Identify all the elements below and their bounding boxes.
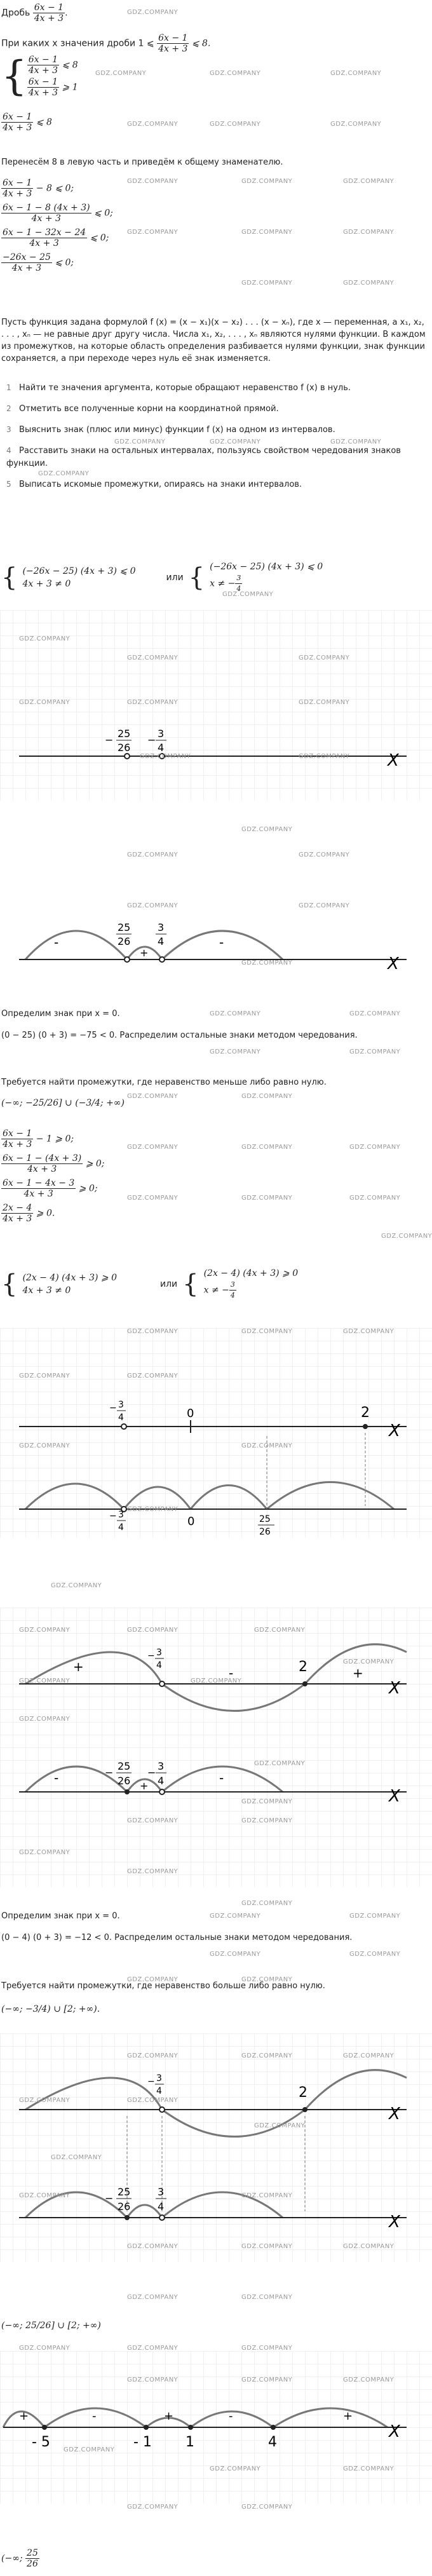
watermark-text: GDZ.COMPANY [19,635,71,642]
watermark-text: GDZ.COMPANY [299,851,350,858]
svg-text:X: X [389,2422,400,2441]
number-line-2 [0,845,432,985]
watermark-text: GDZ.COMPANY [349,1951,401,1958]
system-b: { (2x − 4) (4x + 3) ⩾ 0 4x + 3 ≠ 0 или { (2x − 4) (4x + 3) ⩾ 0 x ≠ − $\frac{3}{4}$ [1,1268,299,1299]
watermark-text: GDZ.COMPANY [127,1627,179,1634]
watermark-text: GDZ.COMPANY [330,121,382,128]
svg-text:−: − [147,1766,156,1779]
watermark-text: GDZ.COMPANY [210,2465,261,2472]
watermark-text: GDZ.COMPANY [343,2465,395,2472]
arc-1 [25,931,127,959]
svg-text:X: X [388,954,399,973]
watermark-text: GDZ.COMPANY [127,1144,179,1151]
watermark-text: GDZ.COMPANY [210,1913,261,1920]
question-text: При каких x значения дроби 1 ⩽ [1,38,154,49]
watermark-text: GDZ.COMPANY [241,2052,293,2059]
step-1-3: $\frac{6x - 1 - 32x - 24}{4x + 3}$ ⩽ 0; [3,227,109,248]
watermark-text: GDZ.COMPANY [299,902,350,909]
watermark-text: GDZ.COMPANY [349,1144,401,1151]
point-a-sign: − [105,734,114,746]
watermark-text: GDZ.COMPANY [127,1328,179,1335]
watermark-text: GDZ.COMPANY [330,438,382,445]
svg-text:-: - [54,1770,59,1786]
number-line-5-area [0,1608,432,1887]
watermark-text: GDZ.COMPANY [127,9,179,16]
svg-text:X: X [389,2213,400,2232]
number-line-7 [0,2033,432,2262]
watermark-text: GDZ.COMPANY [19,2192,71,2199]
svg-text:26: 26 [118,2200,131,2213]
watermark-text: GDZ.COMPANY [349,1010,401,1017]
watermark-text: GDZ.COMPANY [51,2154,102,2161]
svg-text:0: 0 [187,1407,194,1420]
svg-text:2: 2 [299,1659,307,1675]
watermark-text: GDZ.COMPANY [241,1093,293,1100]
number-line-3-area [0,1328,432,1538]
method-step: 2 Отметить все полученные корни на координатной прямой. [6,404,279,414]
watermark-text: GDZ.COMPANY [241,1976,293,1983]
svg-text:X: X [389,1787,400,1806]
watermark-text: GDZ.COMPANY [127,2345,179,2352]
sign-text-4: (0 − 4) (0 + 3) = −12 < 0. Распределим остальные знаки методом чередования. [1,1933,353,1942]
answer-1: (−∞; −25/26] ∪ (−3/4; +∞) [1,1098,125,1108]
svg-text:−: − [109,1511,117,1521]
watermark-text: GDZ.COMPANY [343,2376,395,2383]
step-1-1: $\frac{6x - 1}{4x + 3}$ − 8 ⩽ 0; [3,178,74,199]
point-b-den: 4 [158,742,165,754]
watermark-text: GDZ.COMPANY [127,699,179,706]
svg-text:-: - [92,2410,97,2423]
watermark-text: GDZ.COMPANY [127,2376,179,2383]
watermark-text: GDZ.COMPANY [343,229,395,236]
title-prefix: Дробь [1,8,30,18]
watermark-text: GDZ.COMPANY [343,280,395,287]
number-line-5 [0,1608,432,1887]
watermark-text: GDZ.COMPANY [38,470,90,477]
svg-text:+: + [353,1665,363,1681]
watermark-text: GDZ.COMPANY [19,699,71,706]
svg-text:+: + [343,2410,353,2423]
svg-text:-: - [229,2410,233,2423]
svg-text:3: 3 [118,1510,124,1520]
watermark-text: GDZ.COMPANY [114,438,166,445]
svg-text:3: 3 [158,921,165,933]
watermark-text: GDZ.COMPANY [127,229,179,236]
watermark-text: GDZ.COMPANY [343,2052,395,2059]
steps-2: $\frac{6x - 1}{4x + 3}$ − 1 ⩾ 0; $\frac{6x - 1 - (4x + 3)}{4x + 3}$ ⩾ 0; $\frac{6x - 1 - 4x - 3}{4x + 3}$ ⩾ 0; $\frac{2x - 4}{4x + 3}$ ⩾ 0. [3,1129,105,1224]
sign-text-2: (0 − 25) (0 + 3) = −75 < 0. Распределим остальные знаки методом чередования. [1,1031,358,1040]
svg-text:+: + [73,1659,84,1674]
watermark-text: GDZ.COMPANY [210,121,261,128]
svg-text:1: 1 [186,2434,194,2450]
svg-text:3: 3 [118,1400,124,1410]
watermark-text: GDZ.COMPANY [254,1627,306,1634]
watermark-text: GDZ.COMPANY [241,229,293,236]
method-step: 1 Найти те значения аргумента, которые обращают неравенство f (x) в нуль. [6,383,351,393]
svg-text:+: + [19,2410,29,2423]
svg-text:- 5: - 5 [32,2434,50,2450]
watermark-text: GDZ.COMPANY [19,1678,71,1685]
system-1: { $\frac{6x - 1}{4x + 3}$ ⩽ 8 $\frac{6x - 1}{4x + 3}$ ⩾ 1 [1,53,78,100]
sign-text-1: Определим знак при x = 0. [1,1009,120,1019]
problem-question: При каких x значения дроби 1 ⩽ $\frac{6x - 1}{4x + 3}$ ⩽ 8. [1,33,211,54]
answer-3: (−∞; 25/26] ∪ [2; +∞) [1,2321,101,2331]
watermark-text: GDZ.COMPANY [64,2446,115,2453]
watermark-text: GDZ.COMPANY [19,1716,71,1723]
svg-text:−: − [147,2077,155,2087]
watermark-text: GDZ.COMPANY [241,178,293,185]
number-line-9-area [0,2351,432,2504]
find-text-1: Требуется найти промежутки, где неравенство меньше либо равно нулю. [1,1078,327,1087]
svg-text:3: 3 [156,2073,162,2084]
title-fraction: $\frac{6x - 1}{4x + 3}$ [34,3,64,24]
watermark-text: GDZ.COMPANY [127,1506,179,1513]
svg-text:X: X [389,1679,400,1698]
watermark-text: GDZ.COMPANY [127,902,179,909]
svg-text:X: X [389,1421,400,1441]
sign-3: - [219,935,224,950]
watermark-text: GDZ.COMPANY [127,1868,179,1875]
watermark-text: GDZ.COMPANY [343,1658,395,1665]
watermark-text: GDZ.COMPANY [127,1817,179,1824]
problem-title: Дробь $\frac{6x - 1}{4x + 3}$ . [1,3,68,24]
svg-text:4: 4 [118,1413,124,1423]
watermark-text: GDZ.COMPANY [343,1328,395,1335]
watermark-text: GDZ.COMPANY [241,1442,293,1449]
step-1-2: $\frac{6x - 1 - 8 (4x + 3)}{4x + 3}$ ⩽ 0; [3,203,113,224]
watermark-text: GDZ.COMPANY [210,70,261,77]
svg-text:−: − [147,1651,155,1661]
watermark-text: GDZ.COMPANY [210,1048,261,1055]
svg-text:3: 3 [158,1760,165,1772]
svg-text:26: 26 [118,935,131,947]
svg-text:25: 25 [118,2186,131,2198]
watermark-text: GDZ.COMPANY [19,1849,71,1856]
watermark-text: GDZ.COMPANY [241,2243,293,2250]
watermark-text: GDZ.COMPANY [241,1798,293,1805]
watermark-text: GDZ.COMPANY [343,2243,395,2250]
find-text-2: Требуется найти промежутки, где неравенство больше либо равно нулю. [1,1981,325,1991]
watermark-text: GDZ.COMPANY [127,2052,179,2059]
system-a: { (−26x − 25) (4x + 3) ⩽ 0 4x + 3 ≠ 0 или { (−26x − 25) (4x + 3) ⩽ 0 x ≠ − $\frac{3}{4}$ [1,562,323,593]
svg-text:4: 4 [158,1775,165,1787]
brace: { [1,53,27,100]
axis-label: X [388,751,399,770]
svg-text:2: 2 [299,2085,307,2101]
svg-text:3: 3 [156,1648,162,1658]
watermark-text: GDZ.COMPANY [241,1195,293,1202]
watermark-text: GDZ.COMPANY [299,654,350,661]
svg-text:−: − [109,1403,117,1413]
watermark-text: GDZ.COMPANY [191,1678,242,1685]
watermark-text: GDZ.COMPANY [127,1195,179,1202]
watermark-text: GDZ.COMPANY [51,1582,102,1589]
watermark-text: GDZ.COMPANY [299,753,350,760]
watermark-text: GDZ.COMPANY [241,1900,293,1907]
sign-text-3: Определим знак при x = 0. [1,1911,120,1921]
svg-text:25: 25 [118,1760,131,1772]
watermark-text: GDZ.COMPANY [19,1442,71,1449]
watermark-text: GDZ.COMPANY [140,753,191,760]
system-1b: $\frac{6x - 1}{4x + 3}$ ⩽ 8 [3,112,52,133]
svg-text:4: 4 [118,1522,124,1533]
svg-text:3: 3 [158,2186,165,2198]
point-a [125,754,130,759]
watermark-text: GDZ.COMPANY [19,1373,71,1380]
watermark-text: GDZ.COMPANY [241,280,293,287]
watermark-text: GDZ.COMPANY [210,1010,261,1017]
svg-text:4: 4 [158,935,165,947]
svg-text:4: 4 [158,2200,165,2213]
svg-text:2: 2 [361,1405,370,1421]
number-line-3 [0,1328,432,1538]
watermark-text: GDZ.COMPANY [127,851,179,858]
watermark-text: GDZ.COMPANY [127,1976,179,1983]
watermark-text: GDZ.COMPANY [241,959,293,966]
answer-2: (−∞; −3/4) ∪ [2; +∞). [1,2004,100,2014]
watermark-text: GDZ.COMPANY [127,2504,179,2511]
watermark-text: GDZ.COMPANY [127,2097,179,2104]
svg-text:4: 4 [268,2434,277,2450]
watermark-text: GDZ.COMPANY [95,70,147,77]
sign-2: + [140,947,149,959]
sign-1: - [54,935,59,950]
svg-text:X: X [389,2105,400,2124]
watermark-text: GDZ.COMPANY [330,70,382,77]
watermark-text: GDZ.COMPANY [127,2243,179,2250]
watermark-text: GDZ.COMPANY [299,699,350,706]
method-step: 3 Выяснить знак (плюс или минус) функции f (x) на одном из интервалов. [6,425,335,435]
watermark-text: GDZ.COMPANY [254,1760,306,1767]
svg-text:25: 25 [118,921,131,933]
watermark-text: GDZ.COMPANY [222,591,274,598]
footer-fraction: (−∞; $\frac{25}{26}$ [1,2548,38,2569]
watermark-text: GDZ.COMPANY [127,654,179,661]
watermark-text: GDZ.COMPANY [127,1373,179,1380]
svg-text:26: 26 [259,1527,271,1537]
watermark-text: GDZ.COMPANY [241,1328,293,1335]
watermark-text: GDZ.COMPANY [241,2376,293,2383]
watermark-text: GDZ.COMPANY [241,2192,293,2199]
svg-text:+: + [164,2410,174,2423]
watermark-text: GDZ.COMPANY [241,1144,293,1151]
watermark-text: GDZ.COMPANY [349,1913,401,1920]
watermark-text: GDZ.COMPANY [241,1817,293,1824]
watermark-text: GDZ.COMPANY [349,1195,401,1202]
svg-text:4: 4 [156,1660,162,1671]
watermark-text: GDZ.COMPANY [241,2504,293,2511]
watermark-text: GDZ.COMPANY [127,121,179,128]
method-step: 5 Выписать искомые промежутки, опираясь на знаки интервалов. [6,480,302,489]
watermark-text: GDZ.COMPANY [127,178,179,185]
watermark-text: GDZ.COMPANY [127,2294,179,2301]
watermark-text: GDZ.COMPANY [210,1951,261,1958]
svg-text:4: 4 [156,2086,162,2096]
number-line-2-area [0,845,432,985]
watermark-text: GDZ.COMPANY [254,2122,306,2129]
watermark-text: GDZ.COMPANY [343,178,395,185]
svg-text:- 1: - 1 [133,2434,152,2450]
svg-text:-: - [229,1665,234,1681]
watermark-text: GDZ.COMPANY [241,2345,293,2352]
watermark-text: GDZ.COMPANY [19,2097,71,2104]
svg-text:−: − [105,1766,114,1779]
number-line-9 [0,2351,432,2504]
number-line-7-area [0,2033,432,2262]
watermark-text: GDZ.COMPANY [19,1627,71,1634]
svg-text:25: 25 [259,1514,271,1524]
watermark-text: GDZ.COMPANY [210,438,261,445]
watermark-text: GDZ.COMPANY [127,1093,179,1100]
move-text: Перенесём 8 в левую часть и приведём к общему знаменателю. [1,158,283,167]
steps-1 [1,178,113,273]
svg-text:0: 0 [187,1515,195,1528]
point-a-den: 26 [118,742,131,754]
point-b-num: 3 [158,728,165,740]
watermark-text: GDZ.COMPANY [241,826,293,833]
point-b-sign: − [147,734,156,746]
svg-text:+: + [140,1780,149,1792]
point-a-num: 25 [118,728,131,740]
svg-text:26: 26 [118,1775,131,1787]
step-1-4: $\frac{-26x - 25}{4x + 3}$ ⩽ 0; [3,252,74,273]
svg-text:−: − [105,2192,114,2204]
watermark-text: GDZ.COMPANY [381,1233,432,1240]
watermark-text: GDZ.COMPANY [241,2294,293,2301]
watermark-text: GDZ.COMPANY [19,2345,71,2352]
watermark-text: GDZ.COMPANY [349,1048,401,1055]
function-explanation: Пусть функция задана формулой f (x) = (x − x₁)(x − x₂) . . . (x − xₙ), где x — переменная, a x₁, x₂, . . . , xₙ — не равные друг другу числа. Числа x₁, x₂, . . . , xₙ являются нулями функции. В каждом из промежутков, на которые область определения разбивается нулями функции, знак функции сохраняется, а при переходе через нуль её знак изменяется. [1,318,426,363]
svg-text:-: - [219,1770,224,1786]
method-step: 4 Расставить знаки на остальных интервалах, пользуясь свойством чередования знаков функции. [6,446,401,468]
